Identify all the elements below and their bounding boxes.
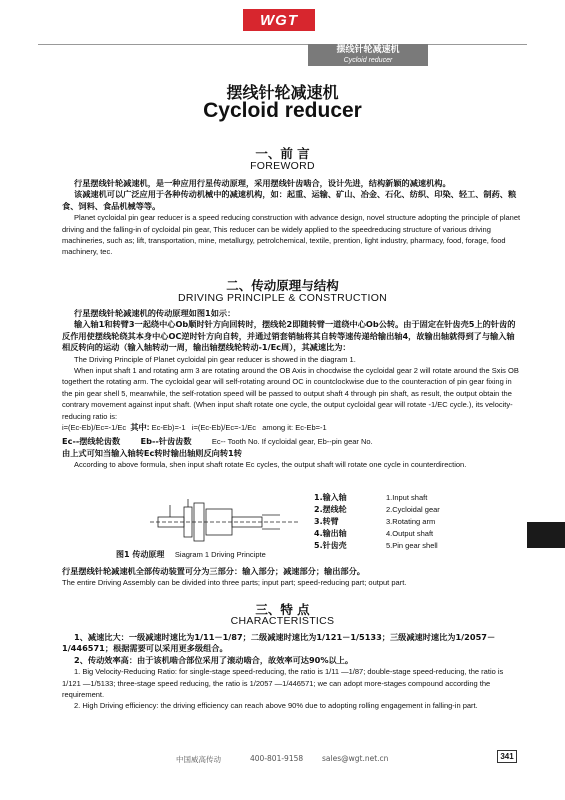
legend-cn: 4.输出轴	[314, 528, 347, 538]
footer-company: 中国威高传动	[176, 755, 221, 764]
figure-caption	[116, 549, 266, 560]
legend-cn: 1.输入轴	[314, 492, 347, 502]
legend-row	[314, 515, 440, 527]
side-tab-marker	[527, 522, 565, 548]
page-number: 341	[497, 750, 517, 763]
legend-en: 2.Cycloidal gear	[386, 504, 440, 514]
legend-cn: 5.针齿壳	[314, 540, 347, 550]
assembly-cn: 行星摆线针轮减速机全部传动装置可分为三部分：输入部分；减速部分；输出部分。	[62, 566, 365, 576]
legend-row	[314, 539, 440, 551]
tooth-en: Ec-- Tooth No. If cycloidal gear, Eb--pin gear No.	[211, 437, 373, 447]
foreword-heading-cn: 一、前 言	[255, 146, 310, 161]
legend-cn: 3.转臂	[314, 516, 339, 526]
footer-phone: 400-801-9158	[250, 754, 304, 763]
driving-principle-diagram	[150, 495, 300, 545]
formula-label: 其中:	[130, 423, 150, 433]
tooth-cycloid-cn: Ec--摆线轮齿数	[62, 436, 121, 447]
logo-text: WGT	[260, 11, 298, 29]
diagram-legend	[314, 491, 440, 551]
footer-email[interactable]: sales@wgt.net.cn	[322, 754, 389, 763]
driving-p2: 输入轴1和转臂3一起绕中心Ob顺时针方向回转时，摆线轮2即随转臂一道绕中心Ob公转。由于固定在针齿壳5上的针齿的反作用使摆线轮绕其本身中心OC逆时针方向自转，并通过销套销轴将其自转等速传递给输出轴4，故输出轴就得到了与输入轴相反转向的运动（输入轴转动一周，输出轴摆线轮转动-1/Ec周），其减速比为：	[62, 319, 516, 353]
characteristics-heading-en: CHARACTERISTICS	[230, 615, 335, 627]
characteristics-heading-cn: 三、特 点	[255, 602, 310, 617]
legend-cn: 2.摆线轮	[314, 504, 347, 514]
characteristics-body	[62, 632, 522, 712]
legend-en: 1.Input shaft	[386, 492, 428, 502]
driving-p3: The Driving Principle of Planet cycloidal pin gear reducer is showed in the diagram 1.	[74, 354, 356, 364]
legend-en: 4.Output shaft	[386, 528, 434, 538]
legend-row	[314, 491, 440, 503]
formula-1: i=(Ec-Eb)/Ec=-1/Ec	[62, 423, 127, 433]
legend-en: 5.Pin gear shell	[386, 540, 438, 550]
driving-p6: According to above formula, shen input shaft rotate Ec cycles, the output shaft will rotate one cycle in counterdirection.	[74, 460, 467, 470]
tooth-pin-cn: Eb--针齿齿数	[140, 436, 192, 447]
foreword-body	[62, 178, 522, 258]
foreword-p3: Planet cycloidal pin gear reducer is a speed reducing construction with advance design, novel structure adopting the principle of planet driving and the falling-in of cycloidal pin gear, This reducer can be widely applied to the speedreducing structure of various driving machineries, such as; lift, transportation, mine, metallurgy, petrolchemical, textile, prention, light industry, pharmacy, food, forage, food machinery, tec.	[62, 213, 521, 257]
char-c4: 2. High Driving efficiency: the driving efficiency can reach above 90% due to adopting rolling engagement in falling-in part.	[74, 701, 478, 711]
foreword-heading-en: FOREWORD	[250, 160, 315, 172]
formula-2: Ec-Eb)=-1	[151, 423, 186, 433]
legend-row	[314, 503, 440, 515]
char-c1: 1、减速比大：一级减速时速比为1/11－1/87；二级减速时速比为1/121－1/5133；三级减速时速比为1/2057－1/446571；根据需要可以采用更多级组合。	[62, 632, 496, 654]
driving-body	[62, 308, 522, 471]
foreword-p2: 该减速机可以广泛应用于各种传动机械中的减速机构，如：起重、运输、矿山、冶金、石化、纺织、印染、轻工、制药、粮食、饲料、食品机械等等。	[62, 189, 517, 211]
header-rule	[38, 44, 527, 45]
figure-caption-en: Siagram 1 Driving Principte	[174, 550, 266, 559]
formula-3-tail: among it: Ec-Eb=-1	[262, 423, 327, 433]
formula-3: i=(Ec-Eb)/Ec=-1/Ec	[191, 423, 256, 433]
legend-en: 3.Rotating arm	[386, 516, 436, 526]
legend-row	[314, 527, 440, 539]
banner-en: Cycloid reducer	[343, 57, 393, 64]
foreword-p1: 行星摆线针轮减速机，是一种应用行星传动原理，采用摆线针齿啮合，设计先进，结构新颖的减速机构。	[74, 178, 451, 188]
brand-logo	[243, 9, 315, 31]
driving-p5: 由上式可知当输入轴转Ec转时输出轴则反向转1转	[62, 447, 242, 458]
figure-caption-cn: 图1 传动原理	[116, 550, 165, 559]
driving-p1: 行星摆线针轮减速机的传动原理如图1如示：	[74, 308, 236, 318]
banner-cn: 摆线针轮减速机	[336, 45, 400, 55]
char-c3: 1. Big Velocity-Reducing Ratio: for single-stage speed-reducing, the ratio is 1/11 —1/87; double-stage speed-reducing, the ratio is 1/121 —1/5133; three-stage speed reducing, the ratio is 1/2057 —1/446571; we can adopt more-stages compound according the requirement.	[62, 667, 504, 700]
driving-heading-en: DRIVING PRINCIPLE & CONSTRUCTION	[177, 292, 388, 304]
section-banner	[308, 44, 428, 66]
driving-tooth-line	[62, 433, 522, 447]
assembly-body	[62, 566, 522, 589]
assembly-en: The entire Driving Assembly can be divided into three parts; input part; speed-reducing part; output part.	[62, 578, 407, 588]
driving-p4: When input shaft 1 and rotating arm 3 are rotating around the OB Axis in chocdwise the cycloidal gear 2 will rotate around the Sxis OB togethert the rotating arm. The cycloidal gear will self-rotating around OC in countclockwise due to the counteraction of pin gear fixing in the pin gear shell 5, meanwhile, the self-rotation speed will be passed to output shaft 4 through pin shaft, as result, the output obtain the contrary movement against input shaft. (When input shaft rotate one cycle, the output cycloidal gear will rotate -1/EC cycle.), its velocity-reducing ratio is:	[62, 366, 519, 421]
char-c2: 2、传动效率高：由于该机啮合部位采用了滚动啮合，故效率可达90%以上。	[74, 654, 354, 665]
driving-heading-cn: 二、传动原理与结构	[226, 278, 339, 293]
page-title-cn: 摆线针轮减速机	[226, 83, 339, 102]
page-title-en: Cycloid reducer	[203, 99, 362, 122]
